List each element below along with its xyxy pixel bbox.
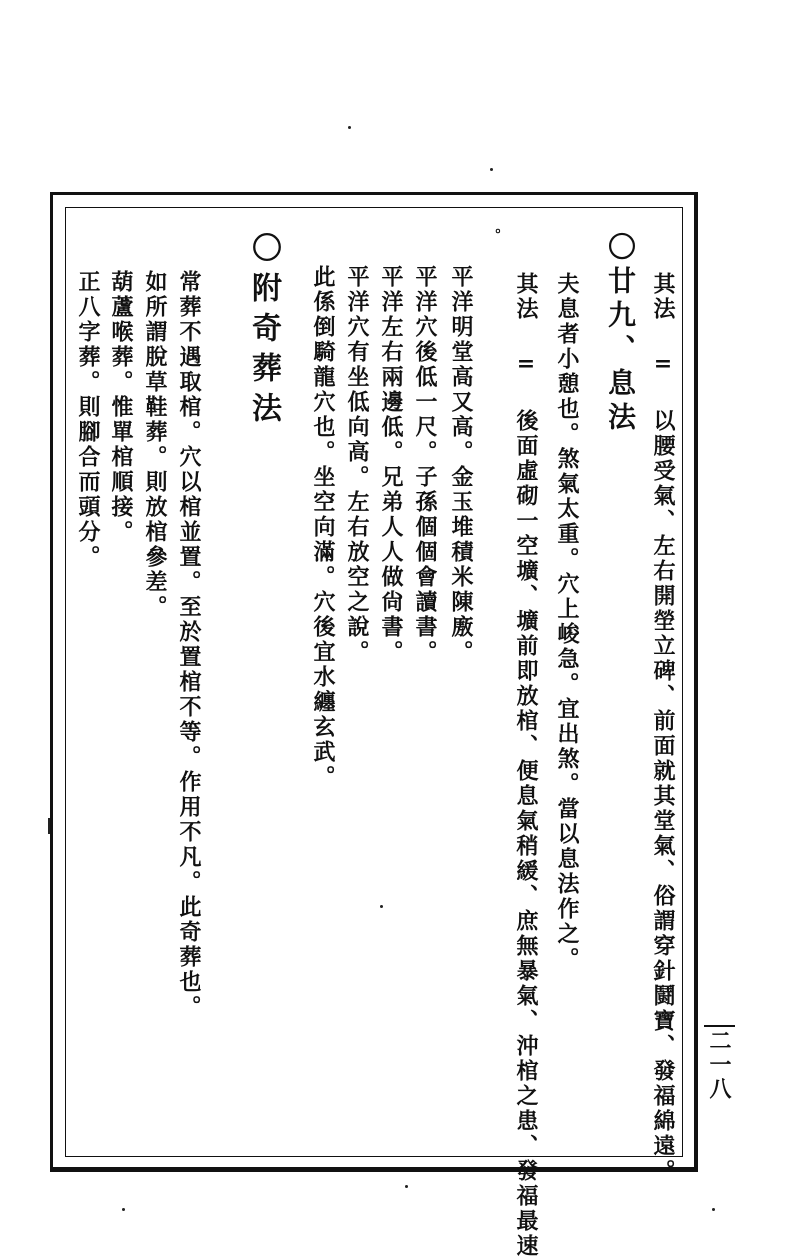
scan-mark bbox=[48, 818, 50, 834]
text-column: 。 bbox=[485, 228, 501, 245]
text-column: 平洋左右兩邊低。兄弟人人做尙書。 bbox=[378, 265, 404, 665]
text-column: 平洋穴後低一尺。子孫個個會讀書。 bbox=[412, 265, 438, 665]
scan-speck bbox=[122, 1208, 125, 1211]
scan-speck bbox=[380, 905, 383, 908]
section-heading: 〇附奇葬法 bbox=[246, 232, 281, 432]
scan-speck bbox=[490, 168, 493, 171]
text-column: 夫息者小憩也。煞氣太重。穴上峻急。宜出煞。當以息法作之。 bbox=[554, 272, 580, 972]
section-heading: 〇廿九、息法 bbox=[604, 232, 637, 436]
text-column: 其法 = 以腰受氣、左右開塋立碑、前面就其堂氣、俗謂穿針鬪寶、發福綿遠。 bbox=[650, 272, 676, 1184]
text-column: 如所謂脫草鞋葬。則放棺參差。 bbox=[142, 270, 168, 620]
text-column: 平洋穴有坐低向高。左右放空之說。 bbox=[344, 265, 370, 665]
text-column: 其法 = 後面虛砌一空壙、壙前即放棺、便息氣稍緩、庶無暴氣、沖棺之患、發福最速 bbox=[513, 272, 539, 1259]
scan-speck bbox=[712, 1208, 715, 1211]
scan-speck bbox=[348, 126, 351, 129]
text-column: 此係倒騎龍穴也。坐空向滿。穴後宜水纏玄武。 bbox=[310, 265, 336, 790]
text-column: 常葬不遇取棺。穴以棺並置。至於置棺不等。作用不凡。此奇葬也。 bbox=[176, 270, 202, 1020]
text-column: 正八字葬。則腳合而頭分。 bbox=[75, 270, 101, 570]
scan-speck bbox=[405, 1185, 408, 1188]
text-column: 平洋明堂高又高。金玉堆積米陳廒。 bbox=[448, 265, 474, 665]
page-number: 二一八 bbox=[704, 1025, 735, 1101]
text-column: 葫蘆喉葬。惟單棺順接。 bbox=[108, 270, 134, 545]
